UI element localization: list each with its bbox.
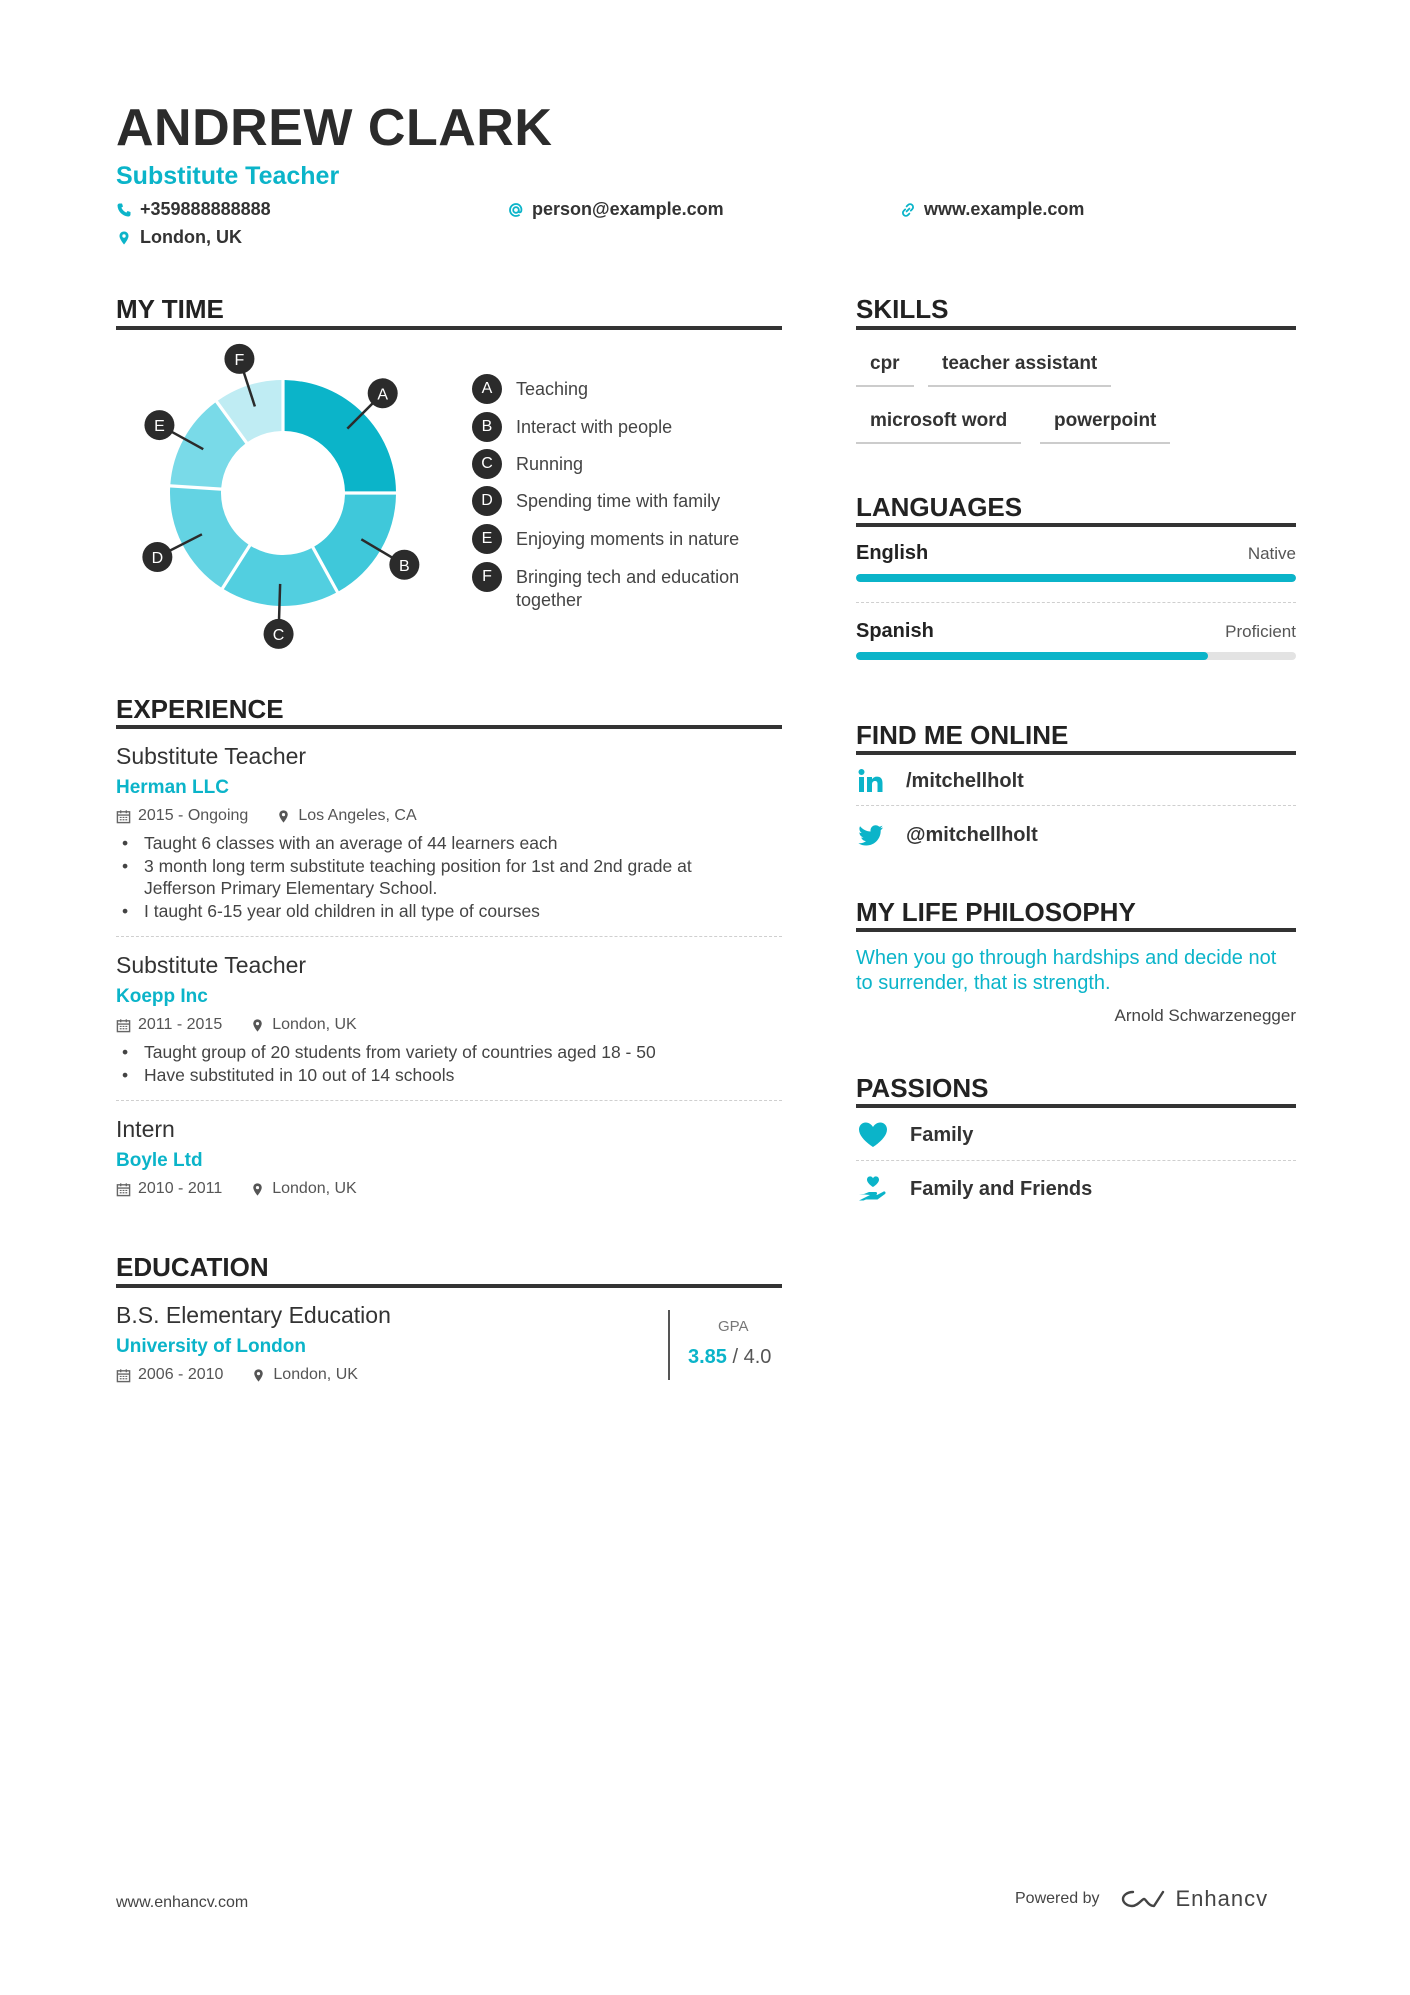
phone-icon: [116, 202, 132, 218]
location-pin-icon: [276, 809, 291, 824]
candidate-name: ANDREW CLARK: [116, 99, 553, 157]
job-meta: [116, 1180, 385, 1198]
legend-item: [472, 528, 776, 554]
job-bullet: • Taught 6 classes with an average of 44 learners each: [116, 832, 766, 855]
footer-powered: [1015, 1886, 1268, 1912]
education-location-text: London, UK: [273, 1366, 358, 1383]
legend-badge: D: [472, 486, 502, 516]
skill-tag: microsoft word: [856, 410, 1021, 444]
job-dates-text: 2011 - 2015: [138, 1016, 223, 1033]
candidate-role: Substitute Teacher: [116, 162, 340, 190]
contact-location: [116, 227, 242, 248]
donut-callout-label: C: [272, 626, 285, 644]
job-divider: [116, 936, 782, 937]
job-dates: [116, 807, 248, 825]
gpa-score: 3.85: [688, 1346, 727, 1368]
gpa-separator: /: [732, 1346, 744, 1368]
contact-website[interactable]: [900, 199, 1084, 220]
job-dates: [116, 1016, 222, 1034]
job-dates-text: 2015 - Ongoing: [138, 807, 249, 824]
experience-rule: [116, 725, 782, 729]
legend-badge: C: [472, 449, 502, 479]
job-location: [250, 1016, 357, 1034]
calendar-icon: [116, 809, 131, 824]
calendar-icon: [116, 1182, 131, 1197]
at-icon: [508, 202, 524, 218]
job-bullet: • Have substituted in 10 out of 14 schools: [116, 1064, 766, 1087]
job-meta: [116, 1016, 385, 1034]
job-divider: [116, 1100, 782, 1101]
job-location: [250, 1180, 357, 1198]
calendar-icon: [116, 1368, 131, 1383]
language-level: Native: [1247, 544, 1296, 563]
job-dates: [116, 1180, 222, 1198]
education-dates: [116, 1366, 223, 1384]
website-text: www.example.com: [924, 199, 1085, 219]
online-label: /mitchellholt: [906, 769, 1024, 792]
legend-label: Running: [516, 454, 584, 474]
legend-item: [472, 566, 776, 612]
job-location-text: Los Angeles, CA: [298, 807, 417, 824]
languages-rule: [856, 523, 1296, 527]
language-name: English: [856, 542, 929, 564]
legend-label: Teaching: [516, 379, 589, 399]
job-location-text: London, UK: [272, 1180, 357, 1197]
job-location-text: London, UK: [272, 1016, 357, 1033]
legend-badge: F: [472, 562, 502, 592]
my-time-title: MY TIME: [116, 294, 224, 324]
passion-label: Family and Friends: [910, 1177, 1093, 1200]
donut-callout-label: E: [154, 418, 165, 436]
legend-item: [472, 378, 776, 404]
job-title: Substitute Teacher: [116, 952, 307, 978]
online-linkedin[interactable]: [856, 766, 1296, 796]
footer-brand[interactable]: [1120, 1886, 1269, 1912]
donut-callout-label: D: [151, 550, 164, 568]
language-bar-fill: [856, 652, 1208, 660]
philosophy-title: MY LIFE PHILOSOPHY: [856, 897, 1136, 927]
donut-callout-label: F: [234, 351, 245, 369]
language-bar-fill: [856, 574, 1296, 582]
footer-brand-text: Enhancv: [1175, 1886, 1269, 1911]
skills-title: SKILLS: [856, 294, 949, 324]
online-title: FIND ME ONLINE: [856, 720, 1069, 750]
education-dates-text: 2006 - 2010: [138, 1366, 224, 1383]
experience-title: EXPERIENCE: [116, 694, 284, 724]
skills-rule: [856, 326, 1296, 330]
job-bullet: • I taught 6-15 year old children in all type of courses: [116, 900, 766, 923]
philosophy-author: Arnold Schwarzenegger: [1114, 1006, 1296, 1025]
legend-item: [472, 416, 776, 442]
online-twitter[interactable]: [856, 820, 1296, 850]
gpa-value: [688, 1346, 771, 1369]
location-pin-icon: [250, 1182, 265, 1197]
donut-callout-label: B: [399, 557, 410, 575]
education-title: EDUCATION: [116, 1252, 269, 1282]
skill-tag: powerpoint: [1040, 410, 1170, 444]
job-company: Koepp Inc: [116, 986, 208, 1007]
email-text: person@example.com: [532, 199, 724, 219]
my-time-donut-chart: [120, 340, 440, 650]
footer-site[interactable]: www.enhancv.com: [116, 1894, 249, 1911]
contact-email[interactable]: [508, 199, 724, 220]
passion-label: Family: [910, 1123, 974, 1146]
education-meta: [116, 1366, 386, 1384]
job-bullets: [116, 1041, 766, 1086]
legend-item: [472, 453, 776, 479]
link-icon: [900, 202, 916, 218]
job-company: Boyle Ltd: [116, 1150, 203, 1171]
online-divider: [856, 805, 1296, 806]
language-divider: [856, 602, 1296, 603]
location-pin-icon: [251, 1368, 266, 1383]
enhancv-logo-icon: [1120, 1887, 1166, 1911]
footer-powered-label: Powered by: [1015, 1890, 1100, 1907]
my-time-rule: [116, 326, 782, 330]
legend-badge: B: [472, 412, 502, 442]
job-dates-text: 2010 - 2011: [138, 1180, 223, 1197]
gpa-max: 4.0: [743, 1346, 772, 1368]
phone-text: +359888888888: [140, 199, 271, 219]
job-title: Intern: [116, 1116, 175, 1142]
language-name: Spanish: [856, 620, 934, 642]
philosophy-rule: [856, 928, 1296, 932]
legend-label: Spending time with family: [516, 491, 721, 511]
job-location: [276, 807, 416, 825]
education-location: [251, 1366, 358, 1384]
passions-title: PASSIONS: [856, 1073, 989, 1103]
passion-item: [856, 1118, 1296, 1152]
location-pin-icon: [250, 1018, 265, 1033]
heart-icon: [856, 1118, 890, 1152]
education-school: University of London: [116, 1336, 306, 1357]
legend-badge: A: [472, 374, 502, 404]
language-bar: [856, 652, 1296, 660]
hand-heart-icon: [856, 1172, 890, 1206]
education-rule: [116, 1284, 782, 1288]
gpa-label: GPA: [718, 1318, 749, 1335]
legend-item: [472, 490, 776, 516]
legend-badge: E: [472, 524, 502, 554]
philosophy-quote: When you go through hardships and decide not to surrender, that is strength.: [856, 947, 1277, 994]
language-level: Proficient: [1225, 622, 1296, 641]
legend-label: Bringing tech and education together: [516, 567, 740, 610]
gpa-divider: [668, 1310, 670, 1380]
online-label: @mitchellholt: [906, 823, 1038, 846]
calendar-icon: [116, 1018, 131, 1033]
education-degree: B.S. Elementary Education: [116, 1302, 391, 1328]
skill-tag: teacher assistant: [928, 353, 1111, 387]
linkedin-icon: [856, 766, 886, 796]
job-bullets: [116, 832, 766, 922]
online-rule: [856, 751, 1296, 755]
languages-title: LANGUAGES: [856, 492, 1023, 522]
location-pin-icon: [116, 230, 132, 246]
skill-tag: cpr: [856, 353, 914, 387]
contact-phone[interactable]: [116, 199, 271, 220]
passion-divider: [856, 1160, 1296, 1161]
location-text: London, UK: [140, 227, 242, 247]
passions-rule: [856, 1104, 1296, 1108]
legend-label: Enjoying moments in nature: [516, 529, 740, 549]
job-title: Substitute Teacher: [116, 743, 307, 769]
passion-item: [856, 1172, 1296, 1206]
job-meta: [116, 807, 445, 825]
language-bar: [856, 574, 1296, 582]
donut-callout-label: A: [377, 386, 389, 404]
job-company: Herman LLC: [116, 777, 229, 798]
twitter-icon: [856, 820, 886, 850]
legend-label: Interact with people: [516, 417, 673, 437]
job-bullet: • Taught group of 20 students from variety of countries aged 18 - 50: [116, 1041, 766, 1064]
job-bullet: • 3 month long term substitute teaching position for 1st and 2nd grade at Jefferson Primary Elementary School.: [116, 855, 766, 900]
